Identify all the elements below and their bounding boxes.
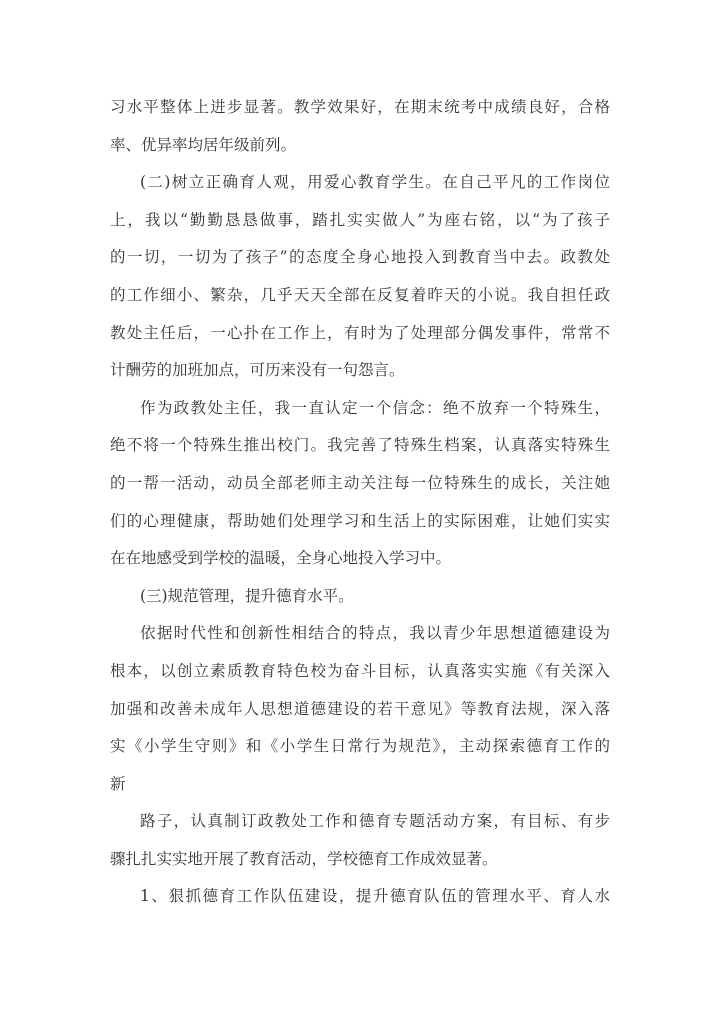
text-line: 教处主任后，一心扑在工作上，有时为了处理部分偶发事件，常常不 — [110, 323, 610, 342]
text-line: 的一帮一活动，动员全部老师主动关注每一位特殊生的成长，关注她 — [110, 473, 610, 492]
text-line: 加强和改善未成年人思想道德建设的若干意见》等教育法规，深入落 — [110, 699, 610, 718]
text-line: (二)树立正确育人观，用爱心教育学生。在自己平凡的工作岗位 — [140, 173, 610, 192]
text-line: 绝不将一个特殊生推出校门。我完善了特殊生档案，认真落实特殊生 — [110, 436, 610, 455]
text-line: (三)规范管理，提升德育水平。 — [140, 586, 354, 605]
text-line: 骤扎扎实实地开展了教育活动，学校德育工作成效显著。 — [110, 849, 498, 868]
text-line: 的一切，一切为了孩子”的态度全身心地投入到教育当中去。政教处 — [110, 248, 610, 267]
text-line: 实《小学生守则》和《小学生日常行为规范》，主动探索德育工作的 — [110, 737, 610, 756]
document-body — [110, 95, 610, 922]
text-line: 路子，认真制订政教处工作和德育专题活动方案，有目标、有步 — [140, 812, 610, 831]
text-line: 新 — [110, 774, 126, 793]
text-line: 们的心理健康，帮助她们处理学习和生活上的实际困难，让她们实实 — [110, 511, 610, 530]
text-line: 的工作细小、繁杂，几乎天天全部在反复着昨天的小说。我自担任政 — [110, 285, 610, 304]
text-line: 计酬劳的加班加点，可历来没有一句怨言。 — [110, 361, 405, 380]
text-line: 依据时代性和创新性相结合的特点，我以青少年思想道德建设为 — [140, 624, 610, 643]
text-line: 率、优异率均居年级前列。 — [110, 135, 297, 154]
text-line: 上，我以“勤勤恳恳做事，踏扎实实做人”为座右铭，以“为了孩子 — [110, 210, 610, 229]
text-line: 1、狠抓德育工作队伍建设，提升德育队伍的管理水平、育人水 — [140, 887, 610, 906]
text-line: 习水平整体上进步显著。教学效果好，在期末统考中成绩良好，合格 — [110, 98, 610, 116]
text-line: 在在地感受到学校的温暖，全身心地投入学习中。 — [110, 549, 452, 568]
text-line: 根本，以创立素质教育特色校为奋斗目标，认真落实实施《有关深入 — [110, 661, 610, 680]
text-line: 作为政教处主任，我一直认定一个信念：绝不放弃一个特殊生， — [140, 398, 610, 417]
